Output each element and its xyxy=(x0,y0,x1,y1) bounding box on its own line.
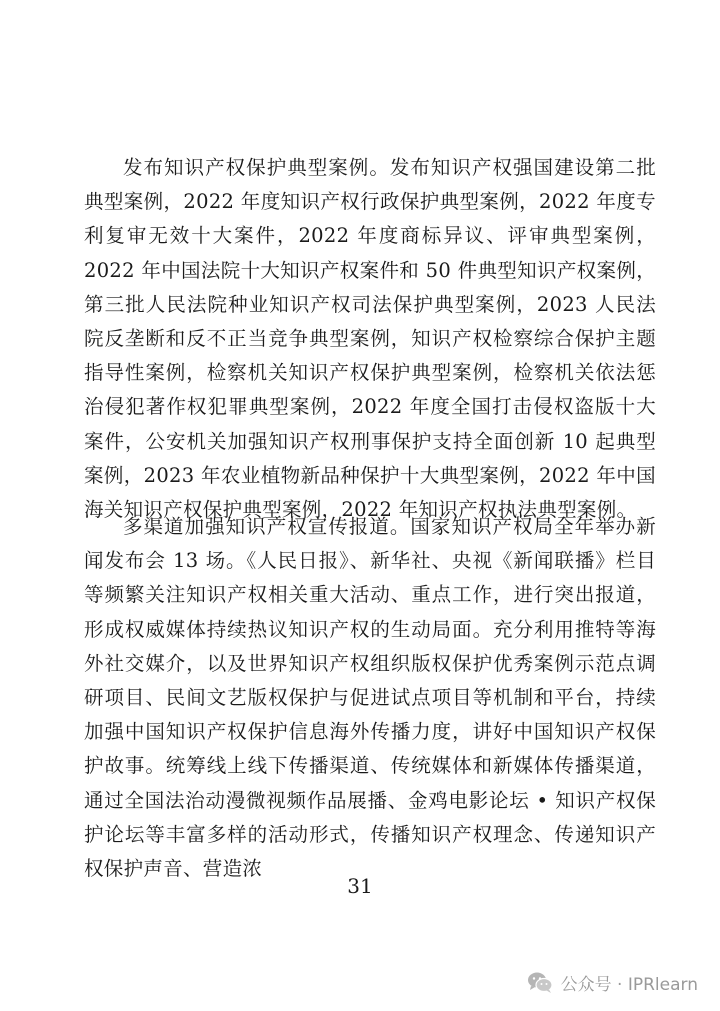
watermark xyxy=(527,967,698,997)
watermark-text: 公众号 · IPRlearn xyxy=(560,974,698,995)
wechat-icon xyxy=(527,970,553,994)
paragraph-typical-cases: 发布知识产权保护典型案例。发布知识产权强国建设第二批典型案例，2022 年度知识产权行政保护典型案例，2022 年度专利复审无效十大案件，2022 年度商标异议、评审典型案例，2022 年中国法院十大知识产权案件和 50 件典型知识产权案例，第三批人民法院种业知识产权司法保护典型案例，2023 人民法院反垄断和反不正当竞争典型案例，知识产权检察综合保护主题指导性案例，检察机关知识产权保护典型案例，检察机关依法惩治侵犯著作权犯罪典型案例，2022 年度全国打击侵权盗版十大案件，公安机关加强知识产权刑事保护支持全面创新 10 起典型案例，2023 年农业植物新品种保护十大典型案例，2022 年中国海关知识产权保护典型案例，2022 年知识产权执法典型案例。 xyxy=(84,156,656,522)
paragraph-publicity: 多渠道加强知识产权宣传报道。国家知识产权局全年举办新闻发布会 13 场。《人民日报》、新华社、央视《新闻联播》栏目等频繁关注知识产权相关重大活动、重点工作，进行突出报道，形成权威媒体持续热议知识产权的生动局面。充分利用推特等海外社交媒介，以及世界知识产权组织版权保护优秀案例示范点调研项目、民间文艺版权保护与促进试点项目等机制和平台，持续加强中国知识产权保护信息海外传播力度，讲好中国知识产权保护故事。统筹线上线下传播渠道、传统媒体和新媒体传播渠道，通过全国法治动漫微视频作品展播、金鸡电影论坛 • 知识产权保护论坛等丰富多样的活动形式，传播知识产权理念、传递知识产权保护声音、营造浓 xyxy=(84,515,656,881)
page-number: 31 xyxy=(347,874,373,898)
